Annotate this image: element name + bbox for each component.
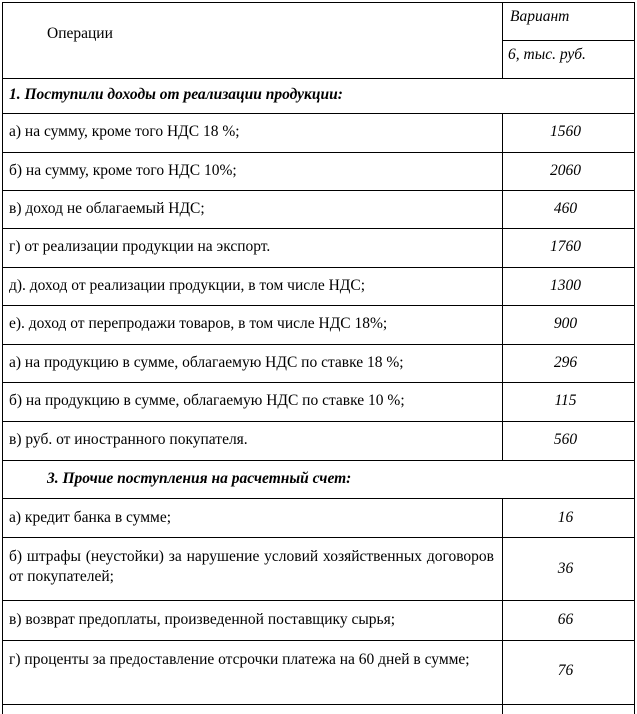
row-value: 900 (553, 315, 578, 332)
row-value: 1560 (550, 123, 581, 140)
row-divider (2, 267, 635, 268)
row-divider (2, 78, 635, 79)
row-operation: г) проценты за предоставление отсрочки платежа на 60 дней в сумме; (9, 651, 470, 668)
value-column-divider (502, 498, 503, 714)
row-value: 296 (553, 354, 578, 371)
row-operation: а) на сумму, кроме того НДС 18 %; (9, 123, 240, 140)
row-divider (2, 537, 635, 538)
header-variant: Вариант (510, 8, 570, 25)
header-operations: Операции (47, 25, 113, 42)
row-value: 76 (557, 662, 574, 679)
row-divider (2, 421, 635, 422)
row-divider (2, 704, 635, 705)
row-divider (2, 228, 635, 229)
row-operation: д). доход от реализации продукции, в том числе НДС; (9, 277, 366, 294)
row-value: 460 (553, 200, 578, 217)
row-divider (2, 152, 635, 153)
row-value: 1300 (550, 277, 581, 294)
row-value: 560 (553, 431, 578, 448)
row-divider (2, 460, 635, 461)
row-value: 1760 (550, 238, 581, 255)
row-divider (2, 190, 635, 191)
row-divider (2, 600, 635, 601)
row-value: 66 (557, 611, 574, 628)
row-divider (2, 498, 635, 499)
row-operation: е). доход от перепродажи товаров, в том числе НДС 18%; (9, 315, 388, 332)
row-divider (2, 640, 635, 641)
row-divider (2, 113, 635, 114)
row-divider (2, 305, 635, 306)
row-operation: в) возврат предоплаты, произведенной поставщику сырья; (9, 611, 396, 628)
row-operation: а) кредит банка в сумме; (9, 509, 172, 526)
row-divider (2, 344, 635, 345)
row-operation: б) на продукцию в сумме, облагаемую НДС по ставке 10 %; (9, 392, 405, 409)
row-value: 36 (557, 560, 574, 577)
section-title: 3. Прочие поступления на расчетный счет: (47, 470, 352, 487)
header-unit: 6, тыс. руб. (508, 46, 586, 63)
row-value: 2060 (550, 162, 581, 179)
table-border-left (2, 2, 3, 714)
row-operation: в) доход не облагаемый НДС; (9, 200, 205, 217)
row-operation: б) штрафы (неустойки) за нарушение условий хозяйственных договоров от покупателей; (9, 548, 494, 585)
header-inner-divider (502, 40, 635, 41)
table-border-top (2, 2, 635, 3)
row-operation: а) на продукцию в сумме, облагаемую НДС по ставке 18 %; (9, 354, 404, 371)
row-value: 16 (557, 509, 574, 526)
row-divider (2, 382, 635, 383)
row-value: 115 (554, 392, 577, 409)
section-title: 1. Поступили доходы от реализации продукции: (9, 86, 343, 103)
row-operation: в) руб. от иностранного покупателя. (9, 431, 248, 448)
row-operation: б) на сумму, кроме того НДС 10%; (9, 162, 237, 179)
row-operation: г) от реализации продукции на экспорт. (9, 238, 271, 255)
